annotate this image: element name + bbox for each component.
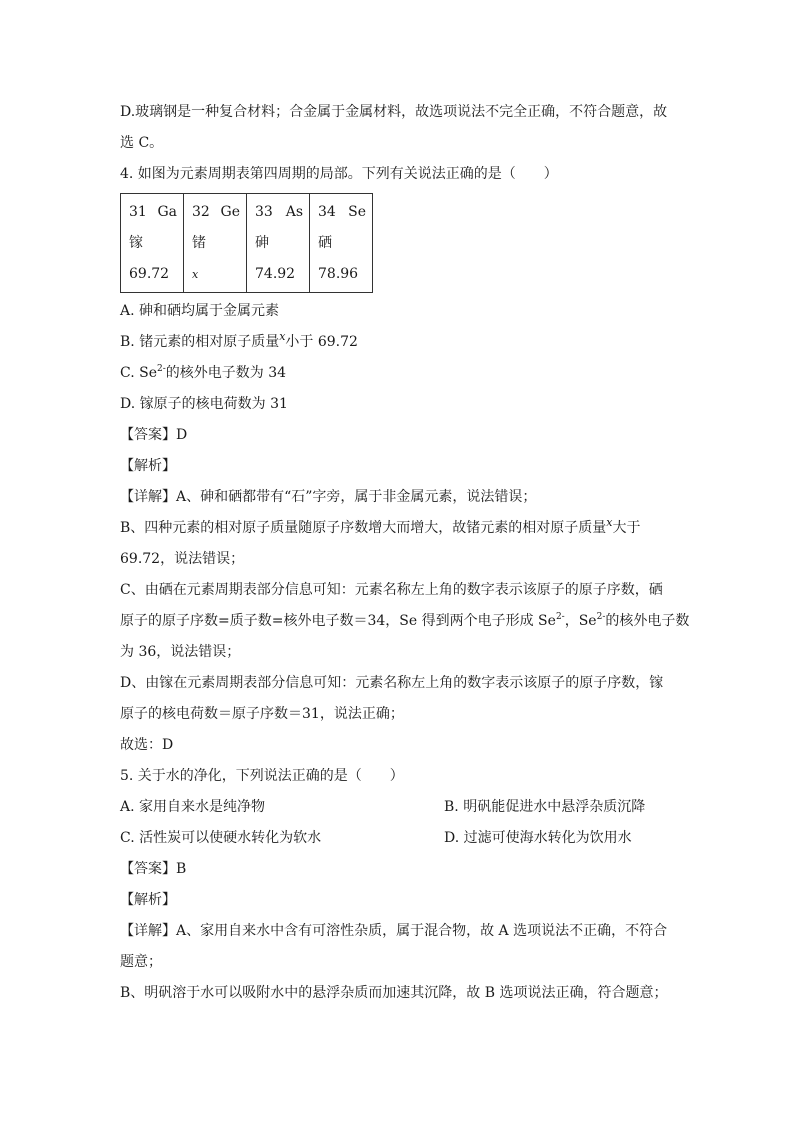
element-cell-ga: [121, 194, 184, 293]
detail-line: 题意；: [120, 954, 162, 970]
atomic-mass-variable: x: [192, 268, 199, 281]
atomic-mass: [184, 252, 246, 284]
element-name: 砷: [255, 235, 269, 251]
element-symbol: Ga: [157, 204, 177, 220]
text-line: 选 C。: [120, 135, 164, 151]
variable-x: x: [279, 330, 286, 343]
element-cell-se: [310, 194, 373, 293]
option-d: D. 过滤可使海水转化为饮用水: [444, 830, 632, 846]
charge-superscript: 2-: [157, 364, 166, 374]
question-5-stem: 5. 关于水的净化，下列说法正确的是（ ）: [120, 768, 404, 784]
element-cell-ge: [184, 194, 247, 293]
option-c: C. 活性炭可以使硬水转化为软水: [120, 830, 322, 846]
detail-line: 原子的核电荷数＝原子序数＝31，说法正确；: [120, 706, 404, 722]
detail-line: 为 36，说法错误；: [120, 644, 241, 660]
element-cell-as: [247, 194, 310, 293]
detail-line: 69.72，说法错误；: [120, 551, 245, 567]
text-line: D.玻璃钢是一种复合材料；合金属于金属材料，故选项说法不完全正确，不符合题意，故: [120, 104, 668, 120]
detail-line: B、四种元素的相对原子质量随原子序数增大而增大，故锗元素的相对原子质量$^x$大于: [120, 516, 641, 536]
element-name: 锗: [192, 235, 206, 251]
answer-label: 【答案】D: [120, 427, 188, 443]
detail-line: 原子的原子序数=质子数=核外电子数＝34，Se 得到两个电子形成 $Se^{2-}$，$Se^{2-}$的核外电子数: [120, 612, 690, 629]
detail-line: 故选：D: [120, 737, 174, 753]
detail-line: 【详解】A、砷和硒都带有“石”字旁，属于非金属元素，说法错误；: [120, 489, 537, 505]
element-symbol: Se: [348, 204, 366, 220]
option-a: A. 家用自来水是纯净物: [120, 799, 266, 815]
atomic-mass: 74.92: [255, 266, 296, 282]
element-symbol: Ge: [220, 204, 240, 220]
option-a: A. 砷和硒均属于金属元素: [120, 303, 280, 319]
element-name: 镓: [129, 235, 143, 251]
atomic-number: 31: [129, 204, 147, 220]
atomic-mass: 78.96: [318, 266, 359, 282]
variable-x: x: [606, 516, 613, 529]
option-b: B. 锗元素的相对原子质量$^x$小于 69.72: [120, 330, 358, 350]
option-d: D. 镓原子的核电荷数为 31: [120, 396, 288, 412]
atomic-number: 34: [318, 204, 336, 220]
analysis-label: 【解析】: [120, 892, 176, 908]
element-symbol: As: [285, 204, 303, 220]
periodic-table-excerpt: [120, 193, 373, 293]
atomic-number: 32: [192, 204, 210, 220]
detail-line: B、明矾溶于水可以吸附水中的悬浮杂质而加速其沉降，故 B 选项说法正确，符合题意；: [120, 985, 668, 1001]
atomic-number: 33: [255, 204, 273, 220]
detail-line: D、由镓在元素周期表部分信息可知：元素名称左上角的数字表示该原子的原子序数，镓: [120, 675, 664, 691]
atomic-mass: 69.72: [129, 266, 170, 282]
question-4-stem: 4. 如图为元素周期表第四周期的局部。下列有关说法正确的是（ ）: [120, 166, 558, 182]
answer-label: 【答案】B: [120, 861, 187, 877]
analysis-label: 【解析】: [120, 458, 176, 474]
detail-line: 【详解】A、家用自来水中含有可溶性杂质，属于混合物，故 A 选项说法不正确，不符合: [120, 923, 668, 939]
option-c: C. $Se^{2-}$的核外电子数为 34: [120, 364, 287, 381]
option-b: B. 明矾能促进水中悬浮杂质沉降: [444, 799, 646, 815]
detail-line: C、由硒在元素周期表部分信息可知：元素名称左上角的数字表示该原子的原子序数，硒: [120, 582, 663, 598]
element-name: 硒: [318, 235, 332, 251]
